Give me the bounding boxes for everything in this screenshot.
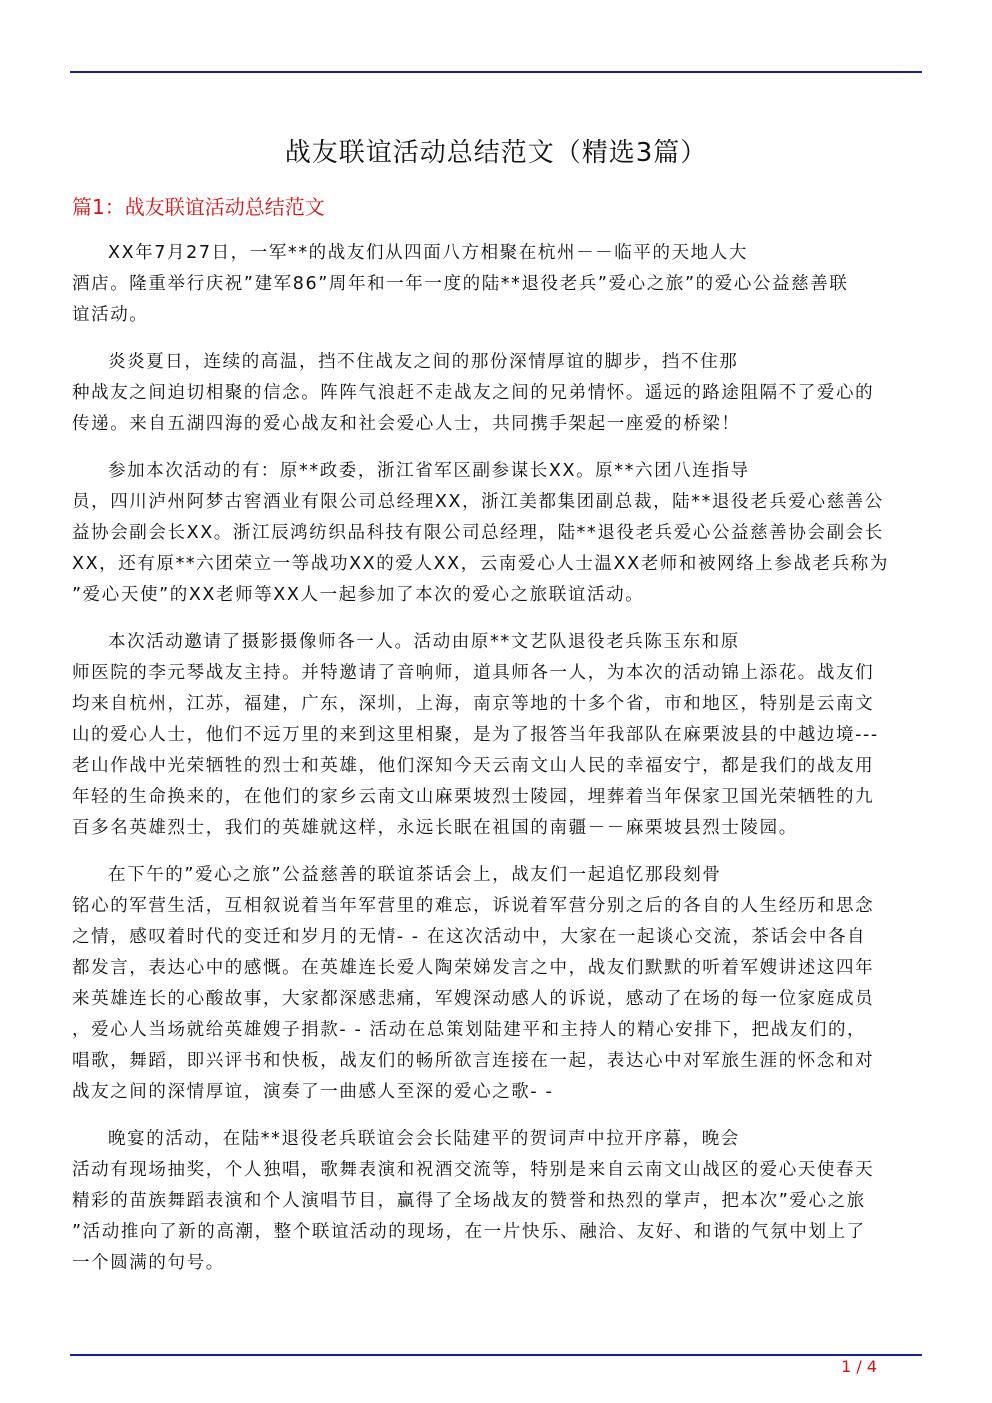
header-rule bbox=[70, 71, 922, 73]
paragraph-line: 之情，感叹着时代的变迁和岁月的无情- - 在这次活动中，大家在一起谈心交流，茶话会中各自 bbox=[72, 927, 867, 947]
paragraph-line: 在下午的”爱心之旅”公益慈善的联谊茶话会上，战友们一起追忆那段刻骨 bbox=[108, 865, 722, 885]
paragraph-line: 本次活动邀请了摄影摄像师各一人。活动由原**文艺队退役老兵陈玉东和原 bbox=[108, 632, 740, 652]
paragraph-line: 战友之间的深情厚谊，演奏了一曲感人至深的爱心之歌- - bbox=[72, 1082, 554, 1102]
paragraph-line: 唱歌，舞蹈，即兴评书和快板，战友们的畅所欲言连接在一起，表达心中对军旅生涯的怀念和对 bbox=[72, 1051, 875, 1071]
paragraph-line: 炎炎夏日，连续的高温，挡不住战友之间的那份深情厚谊的脚步，挡不住那 bbox=[108, 352, 739, 372]
paragraph-line: 员，四川泸州阿梦古窖酒业有限公司总经理XX，浙江美都集团副总裁，陆**退役老兵爱心慈善公 bbox=[72, 492, 884, 512]
paragraph-line: 精彩的苗族舞蹈表演和个人演唱节目，赢得了全场战友的赞誉和热烈的掌声，把本次”爱心之旅 bbox=[72, 1191, 866, 1211]
paragraph bbox=[72, 627, 914, 844]
paragraph-line: 益协会副会长XX。浙江辰鸿纺织品科技有限公司总经理，陆**退役老兵爱心公益慈善协会副会长 bbox=[72, 523, 884, 543]
paragraph-line: 谊活动。 bbox=[72, 305, 149, 325]
paragraph-line: 师医院的李元琴战友主持。并特邀请了音响师，道具师各一人，为本次的活动锦上添花。战友们 bbox=[72, 663, 875, 683]
paragraph-line: 酒店。隆重举行庆祝”建军86”周年和一年一度的陆**退役老兵”爱心之旅”的爱心公益慈善联 bbox=[72, 274, 849, 294]
section-heading: 篇1：战友联谊活动总结范文 bbox=[72, 195, 325, 219]
page-number: 1 / 4 bbox=[841, 1357, 877, 1376]
paragraph-line: 年轻的生命换来的，在他们的家乡云南文山麻栗坡烈士陵园，埋葬着当年保家卫国光荣牺牲的九 bbox=[72, 787, 875, 807]
paragraph-line: 活动有现场抽奖，个人独唱，歌舞表演和祝酒交流等，特别是来自云南文山战区的爱心天使春天 bbox=[72, 1160, 875, 1180]
paragraph-line: 种战友之间迫切相聚的信念。阵阵气浪赶不走战友之间的兄弟情怀。遥远的路途阻隔不了爱心的 bbox=[72, 383, 875, 403]
paragraph bbox=[72, 238, 914, 331]
paragraph-line: 来英雄连长的心酸故事，大家都深感悲痛，军嫂深动感人的诉说，感动了在场的每一位家庭成员 bbox=[72, 989, 875, 1009]
paragraph-line: 百多名英雄烈士，我们的英雄就这样，永远长眠在祖国的南疆－－麻栗坡县烈士陵园。 bbox=[72, 818, 798, 838]
paragraph-line: ”爱心天使”的XX老师等XX人一起参加了本次的爱心之旅联谊活动。 bbox=[72, 585, 645, 605]
paragraph bbox=[72, 347, 914, 440]
paragraph bbox=[72, 456, 914, 611]
paragraph-line: 山的爱心人士，他们不远万里的来到这里相聚，是为了报答当年我部队在麻栗波县的中越边境--- bbox=[72, 725, 879, 745]
document-title: 战友联谊活动总结范文（精选3篇） bbox=[284, 138, 708, 168]
paragraph-line: 一个圆满的句号。 bbox=[72, 1253, 225, 1273]
paragraph-line: ，爱心人当场就给英雄嫂子捐款- - 活动在总策划陆建平和主持人的精心安排下，把战友们的， bbox=[72, 1020, 867, 1040]
paragraph bbox=[72, 1124, 914, 1279]
paragraph-line: XX年7月27日，一军**的战友们从四面八方相聚在杭州－－临平的天地人大 bbox=[108, 243, 748, 263]
paragraph-line: 都发言，表达心中的感慨。在英雄连长爱人陶荣娣发言之中，战友们默默的听着军嫂讲述这四年 bbox=[72, 958, 875, 978]
paragraph bbox=[72, 860, 914, 1108]
paragraph-line: 传递。来自五湖四海的爱心战友和社会爱心人士，共同携手架起一座爱的桥梁！ bbox=[72, 414, 741, 434]
paragraph-line: 参加本次活动的有：原**政委，浙江省军区副参谋长XX。原**六团八连指导 bbox=[108, 461, 750, 481]
paragraph-line: ”活动推向了新的高潮，整个联谊活动的现场，在一片快乐、融洽、友好、和谐的气氛中划上了 bbox=[72, 1222, 866, 1242]
paragraph-line: 晚宴的活动，在陆**退役老兵联谊会会长陆建平的贺词声中拉开序幕，晚会 bbox=[108, 1129, 740, 1149]
paragraph-line: XX，还有原**六团荣立一等战功XX的爱人XX，云南爱心人士温XX老师和被网络上参战老兵称为 bbox=[72, 554, 890, 574]
paragraph-line: 铭心的军营生活，互相叙说着当年军营里的难忘，诉说着军营分别之后的各自的人生经历和思念 bbox=[72, 896, 875, 916]
paragraph-line: 老山作战中光荣牺牲的烈士和英雄，他们深知今天云南文山人民的幸福安宁，都是我们的战友用 bbox=[72, 756, 875, 776]
document-body bbox=[72, 238, 914, 1295]
footer-rule bbox=[70, 1354, 922, 1356]
paragraph-line: 均来自杭州，江苏，福建，广东，深圳，上海，南京等地的十多个省，市和地区，特别是云南文 bbox=[72, 694, 875, 714]
